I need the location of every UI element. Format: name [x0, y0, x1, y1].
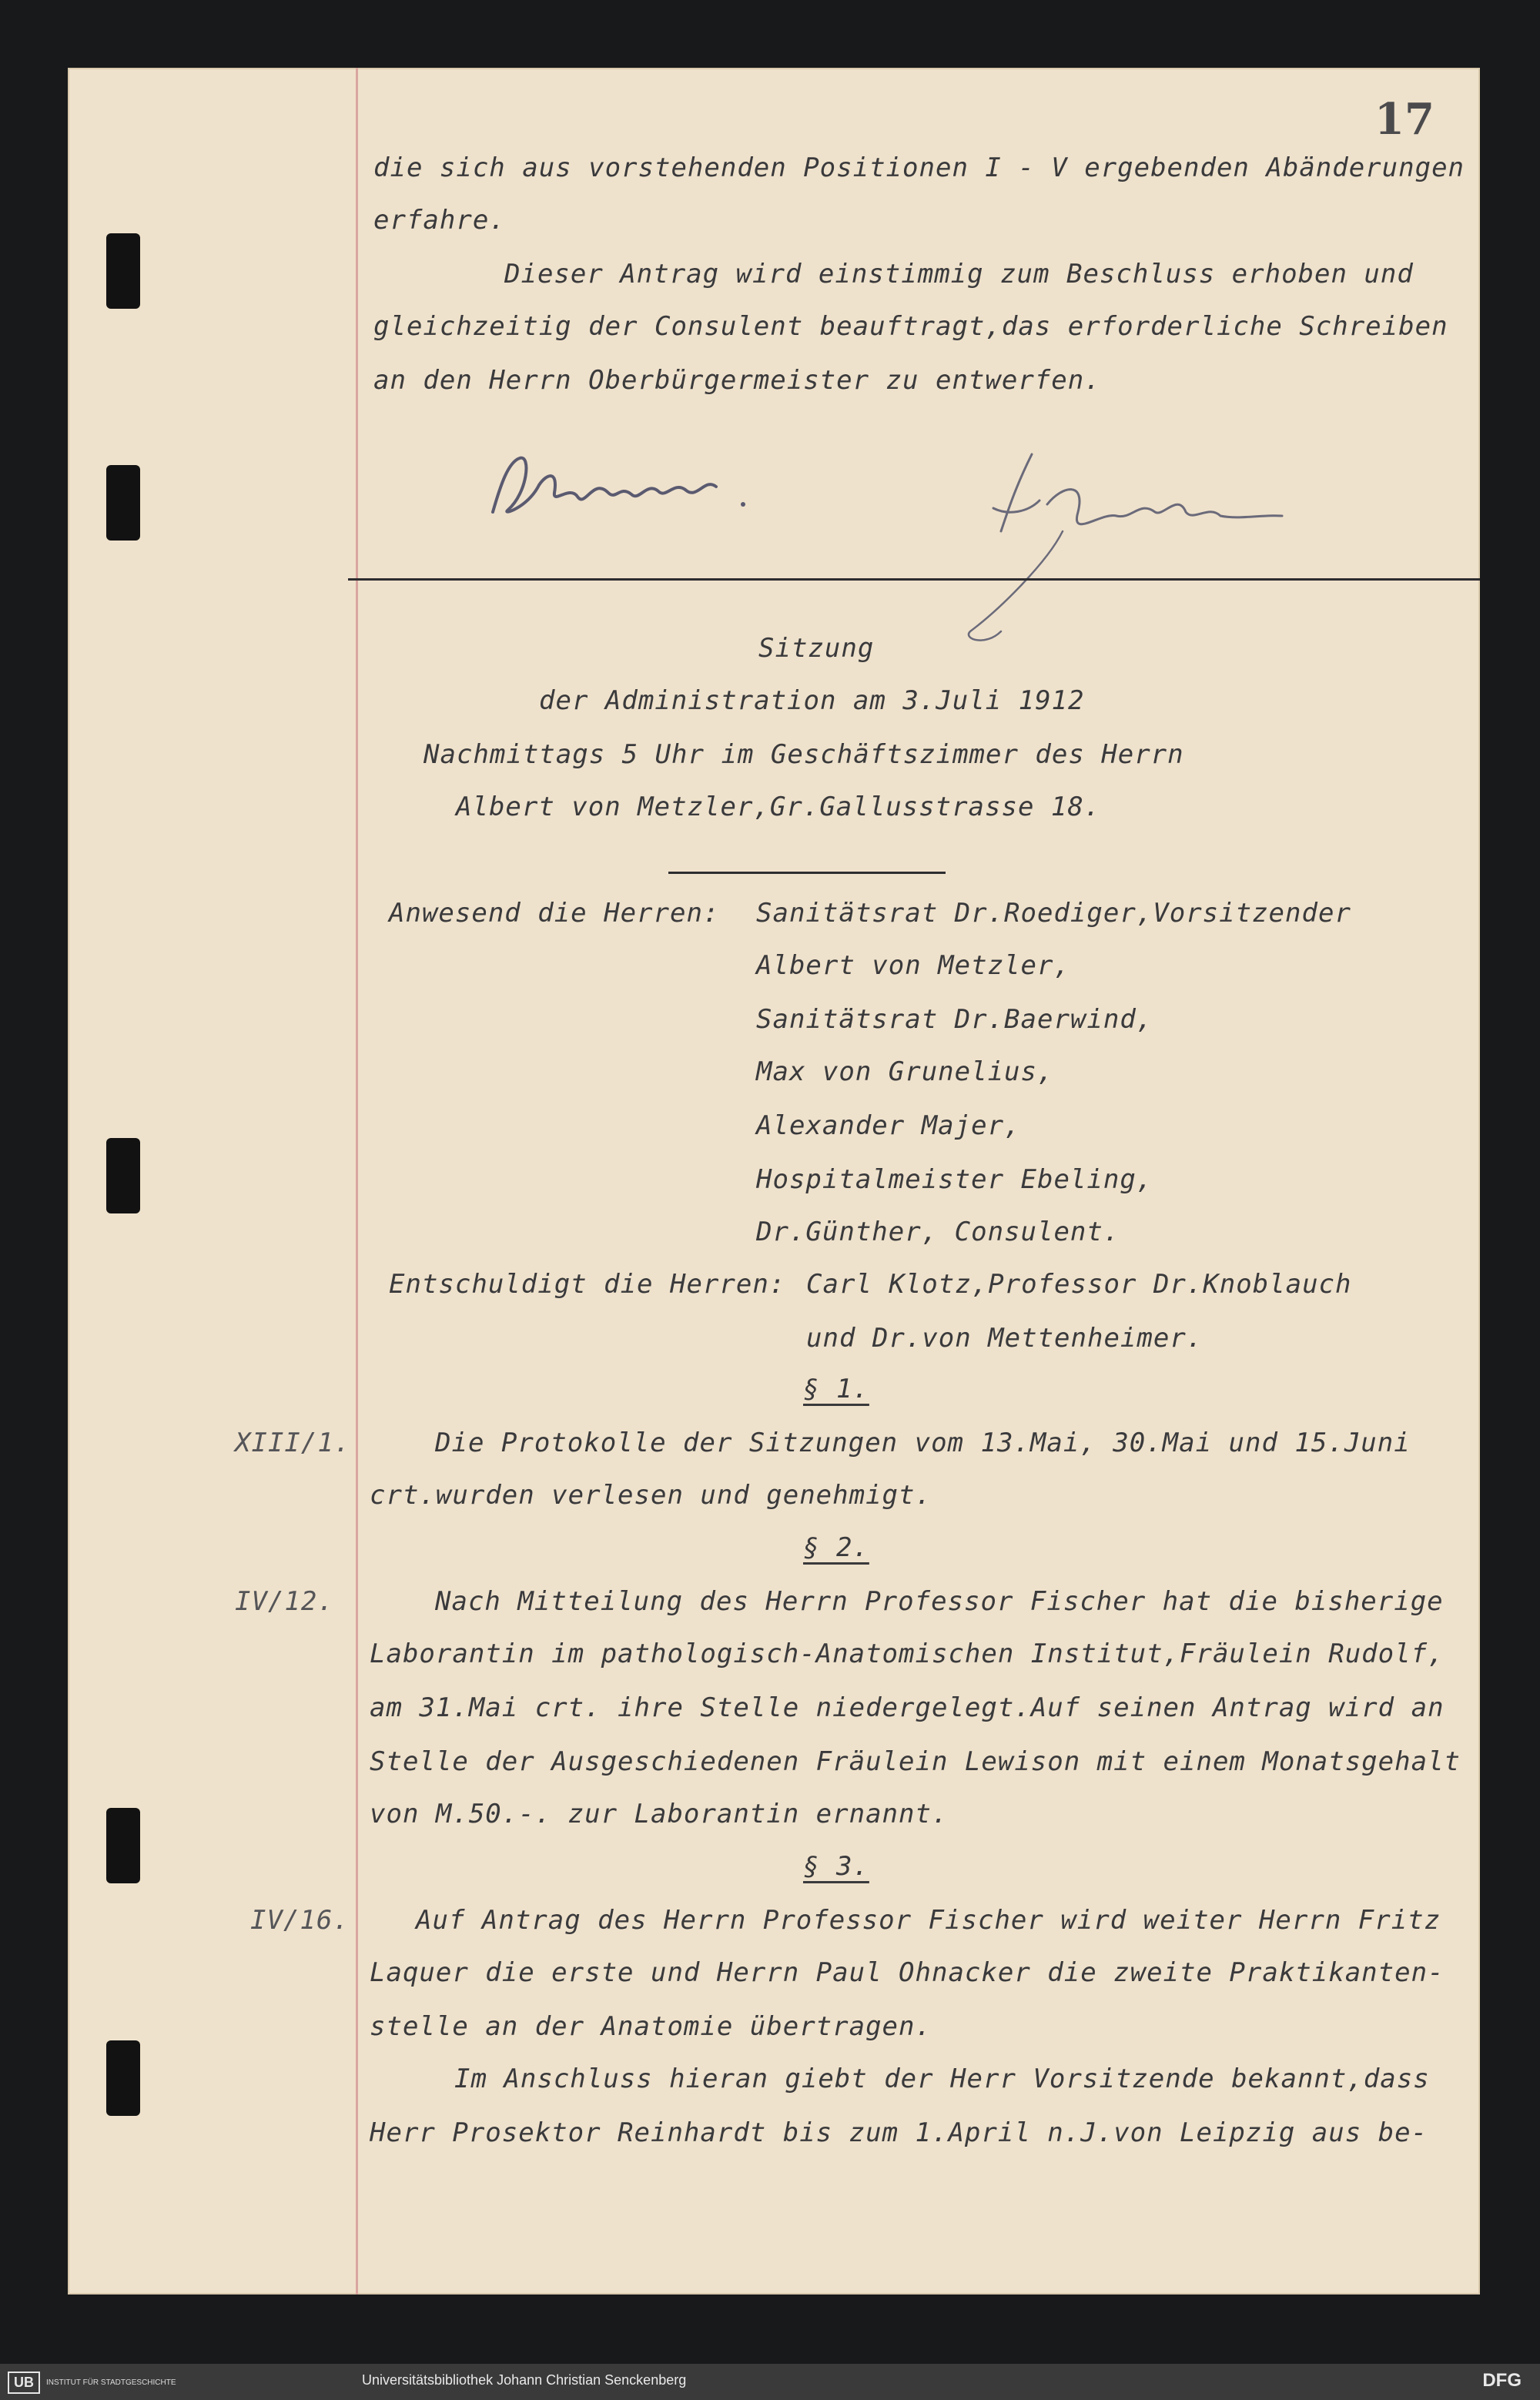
footer-logos [8, 2369, 189, 2395]
section-heading: § 1. [803, 1374, 869, 1404]
present-label: Anwesend die Herren: [389, 898, 720, 929]
library-name: Universitätsbibliothek Johann Christian Senckenberg [362, 2372, 687, 2388]
margin-reference: IV/12. [235, 1586, 334, 1617]
punch-hole [106, 233, 140, 309]
attendee: Sanitätsrat Dr.Baerwind, [756, 1004, 1153, 1035]
text-line: crt.wurden verlesen und genehmigt. [370, 1480, 932, 1511]
punch-hole [106, 2040, 140, 2116]
signature-guenther [955, 439, 1309, 665]
signature-roediger [485, 439, 762, 534]
text-line: Nach Mitteilung des Herrn Professor Fischer hat die bisherige [435, 1586, 1444, 1617]
section-heading: § 3. [803, 1851, 869, 1882]
attendee: Sanitätsrat Dr.Roediger,Vorsitzender [756, 898, 1351, 929]
meeting-line: der Administration am 3.Juli 1912 [539, 685, 1085, 716]
meeting-line: Albert von Metzler,Gr.Gallusstrasse 18. [456, 792, 1101, 822]
meeting-title: Sitzung [758, 633, 875, 664]
section-heading: § 2. [803, 1532, 869, 1563]
excused-label: Entschuldigt die Herren: [389, 1269, 786, 1300]
text-line: erfahre. [373, 205, 506, 236]
text-line: Laquer die erste und Herrn Paul Ohnacker die zweite Praktikanten- [370, 1957, 1445, 1988]
institute-logo: INSTITUT FÜR STADTGESCHICHTE [46, 2378, 176, 2387]
ub-logo: UB [8, 2372, 40, 2394]
text-line: von M.50.-. zur Laborantin ernannt. [370, 1799, 949, 1829]
text-line: Herr Prosektor Reinhardt bis zum 1.April n.J.von Leipzig aus be- [370, 2117, 1428, 2148]
attendee: Alexander Majer, [756, 1110, 1021, 1141]
margin-reference: IV/16. [250, 1905, 350, 1936]
excused-names: Carl Klotz,Professor Dr.Knoblauch [806, 1269, 1352, 1300]
attendee: Max von Grunelius, [756, 1056, 1054, 1087]
margin-line [356, 68, 358, 2295]
viewer-footer [0, 2364, 1540, 2400]
short-rule [668, 872, 946, 874]
text-line: stelle an der Anatomie übertragen. [370, 2011, 932, 2042]
attendee: Albert von Metzler, [756, 950, 1070, 981]
attendee: Hospitalmeister Ebeling, [756, 1164, 1153, 1195]
punch-hole [106, 1808, 140, 1883]
text-line: am 31.Mai crt. ihre Stelle niedergelegt.Auf seinen Antrag wird an [370, 1692, 1445, 1723]
divider-rule [348, 578, 1480, 581]
text-line: Die Protokolle der Sitzungen vom 13.Mai, 30.Mai und 15.Juni [435, 1428, 1411, 1458]
punch-hole [106, 465, 140, 541]
margin-reference: XIII/1. [235, 1428, 351, 1458]
text-line: gleichzeitig der Consulent beauftragt,das erforderliche Schreiben [373, 311, 1448, 342]
text-line: die sich aus vorstehenden Positionen I - V ergebenden Abänderungen [373, 152, 1465, 183]
page-number: 17 [1374, 94, 1435, 145]
text-line: Dieser Antrag wird einstimmig zum Beschluss erhoben und [504, 259, 1414, 290]
text-line: Laborantin im pathologisch-Anatomischen Institut,Fräulein Rudolf, [370, 1638, 1445, 1669]
text-line: Im Anschluss hieran giebt der Herr Vorsitzende bekannt,dass [454, 2064, 1430, 2094]
text-line: Auf Antrag des Herrn Professor Fischer wird weiter Herrn Fritz [416, 1905, 1441, 1936]
excused-names: und Dr.von Mettenheimer. [806, 1323, 1204, 1354]
meeting-line: Nachmittags 5 Uhr im Geschäftszimmer des Herrn [424, 739, 1184, 770]
attendee: Dr.Günther, Consulent. [756, 1217, 1120, 1247]
text-line: Stelle der Ausgeschiedenen Fräulein Lewison mit einem Monatsgehalt [370, 1746, 1461, 1777]
dfg-logo: DFG [1482, 2370, 1522, 2391]
punch-hole [106, 1138, 140, 1213]
text-line: an den Herrn Oberbürgermeister zu entwerfen. [373, 365, 1101, 396]
